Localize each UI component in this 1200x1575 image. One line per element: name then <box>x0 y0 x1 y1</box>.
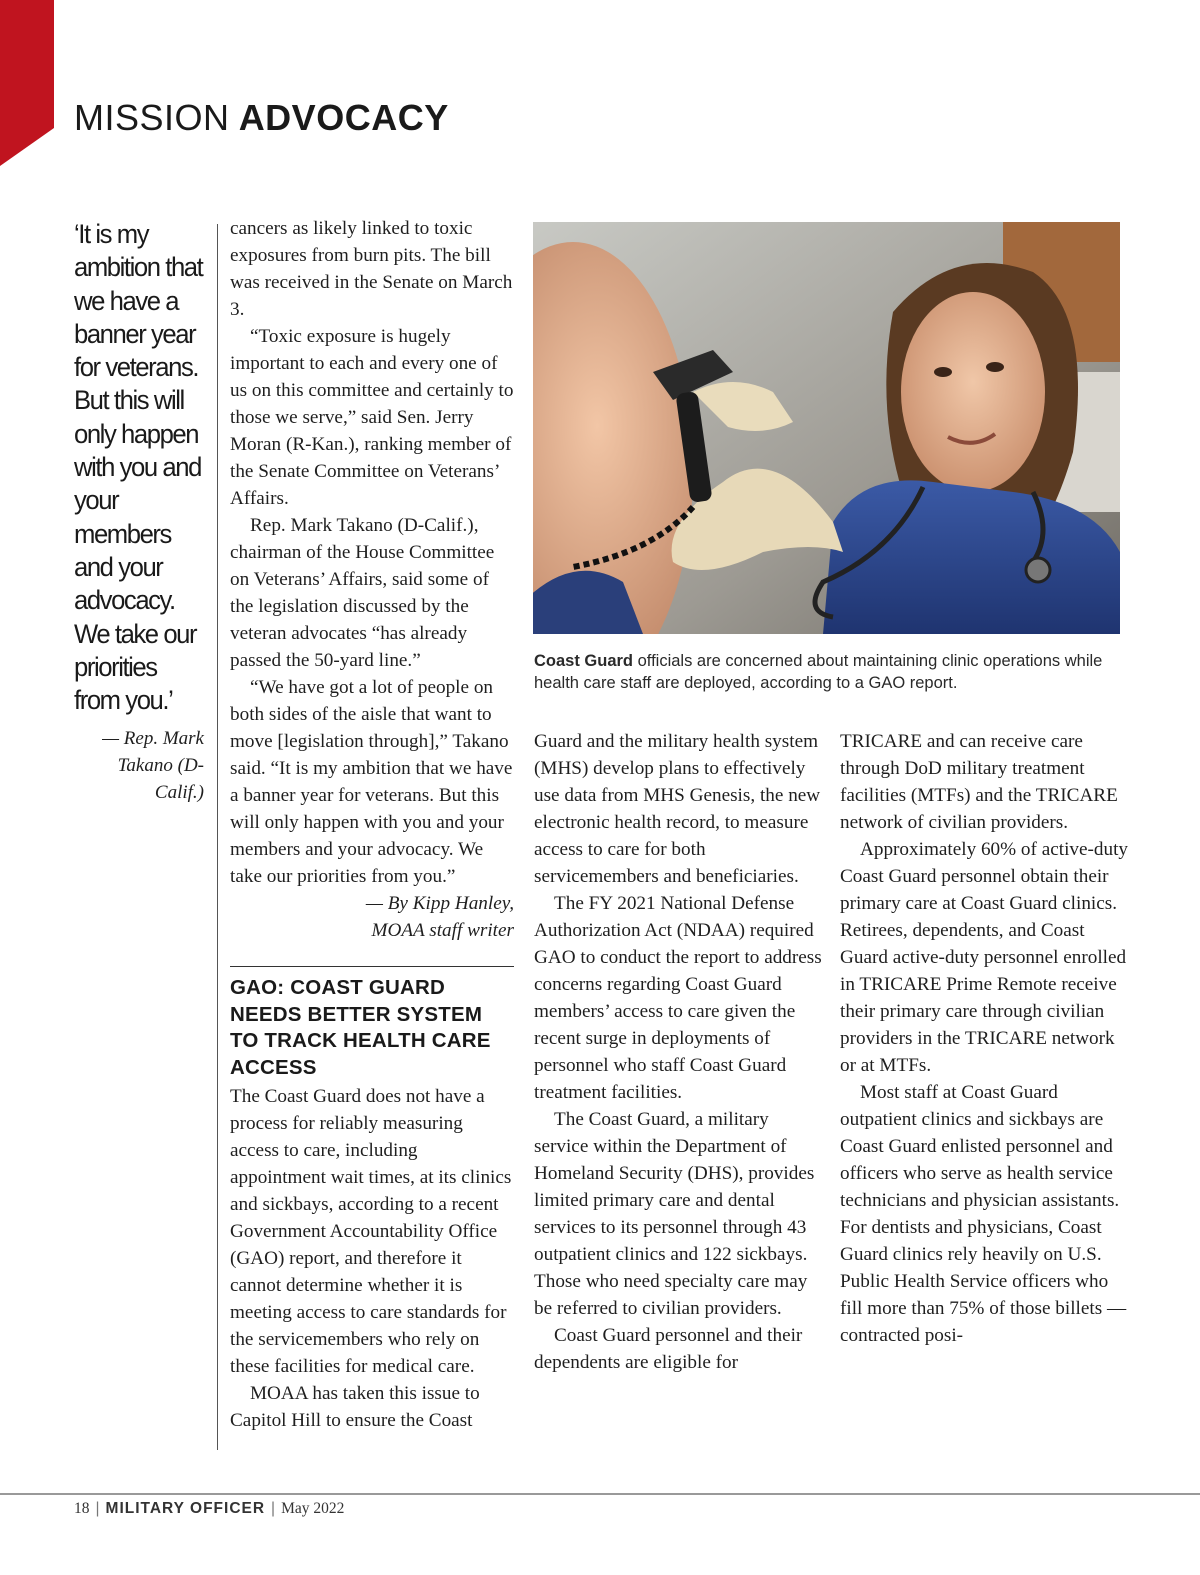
photo-caption-lead: Coast Guard <box>534 652 634 670</box>
story2-headline: GAO: COAST GUARD NEEDS BETTER SYSTEM TO TRACK HEALTH CARE ACCESS <box>230 976 491 1079</box>
column-divider <box>217 224 218 1450</box>
photo-caption-text: officials are concerned about maintaining clinic operations while health care staff are deployed, according to a GAO report. <box>534 652 1103 692</box>
issue-date: May 2022 <box>281 1500 345 1517</box>
story2-col2-paragraph-4: Coast Guard personnel and their dependents are eligible for <box>534 1325 803 1373</box>
story2-col3-paragraph-3: Most staff at Coast Guard outpatient clinics and sickbays are Coast Guard enlisted personnel and officers who serve as health service technicians and physician assistants. For dentists and physicians, Coast Guard clinics rely heavily on U.S. Public Health Service officers who fill more than 75% of those billets — contracted posi- <box>840 1082 1127 1346</box>
story2-col2-paragraph-1: Guard and the military health system (MHS) develop plans to effectively use data from MHS Genesis, the new electronic health record, to measure access to care for both servicemembers and beneficiaries. <box>534 731 821 887</box>
coast-guard-photo <box>533 222 1120 634</box>
section-heading-light: MISSION <box>74 97 230 138</box>
section-heading <box>74 96 449 140</box>
pull-quote <box>74 218 214 806</box>
story1-paragraph-3: Rep. Mark Takano (D-Calif.), chairman of the House Committee on Veterans’ Affairs, said some of the legislation discussed by the veteran advocates “has already passed the 50-yard line.” <box>230 515 495 671</box>
coast-guard-photo-image <box>533 222 1120 634</box>
story2-col2-paragraph-2: The FY 2021 National Defense Authorization Act (NDAA) required GAO to conduct the report to address concerns regarding Coast Guard members’ access to care given the recent surge in deployments of personnel who staff Coast Guard treatment facilities. <box>534 893 822 1103</box>
pull-quote-attribution: — Rep. Mark Takano (D-Calif.) <box>102 728 204 804</box>
story1-byline-author: — By Kipp Hanley, <box>365 893 514 914</box>
article-column-2 <box>534 728 824 1376</box>
footer-separator-2: | <box>271 1500 276 1517</box>
magazine-name: MILITARY OFFICER <box>105 1500 266 1517</box>
footer-rule <box>0 1493 1200 1495</box>
story2-col3-paragraph-1: TRICARE and can receive care through DoD military treatment facilities (MTFs) and the TRICARE network of civilian providers. <box>840 731 1118 833</box>
story2-col3-paragraph-2: Approximately 60% of active-duty Coast Guard personnel obtain their primary care at Coast Guard clinics. Retirees, dependents, and Coast Guard active-duty personnel enrolled in TRICARE Prime Remote receive their primary care through civilian providers in the TRICARE network or at MTFs. <box>840 839 1129 1076</box>
footer-separator-1: | <box>95 1500 100 1517</box>
page-footer <box>74 1496 344 1520</box>
photo-caption <box>534 650 1134 694</box>
story1-paragraph-1: cancers as likely linked to toxic exposures from burn pits. The bill was received in the Senate on March 3. <box>230 218 513 320</box>
story-divider <box>230 966 514 967</box>
article-column-1 <box>230 215 514 1434</box>
article-column-3 <box>840 728 1130 1349</box>
page-number: 18 <box>74 1500 90 1517</box>
story1-paragraph-4: “We have got a lot of people on both sides of the aisle that want to move [legislation through],” Takano said. “It is my ambition that we have a banner year for veterans. But this will only happen with you and your members and your advocacy. We take our priorities from you.” <box>230 677 513 887</box>
pull-quote-text: ‘It is my ambition that we have a banner year for veterans. But this will only happen with you and your members and your advocacy. We take our priorities from you.’ <box>74 219 203 716</box>
section-accent-tab <box>0 0 54 166</box>
story1-paragraph-2: “Toxic exposure is hugely important to each and every one of us on this committee and certainly to those we serve,” said Sen. Jerry Moran (R-Kan.), ranking member of the Senate Committee on Veterans’ Affairs. <box>230 326 514 509</box>
story2-col2-paragraph-3: The Coast Guard, a military service within the Department of Homeland Security (DHS), provides limited primary care and dental services to its personnel through 43 outpatient clinics and 122 sickbays. Those who need specialty care may be referred to civilian providers. <box>534 1109 815 1319</box>
story2-paragraph-2: MOAA has taken this issue to Capitol Hill to ensure the Coast <box>230 1383 480 1431</box>
story2-paragraph-1: The Coast Guard does not have a process for reliably measuring access to care, including appointment wait times, at its clinics and sickbays, according to a recent Government Accountability Office (GAO) report, and therefore it cannot determine whether it is meeting access to care standards for the servicemembers who rely on these facilities for medical care. <box>230 1086 512 1377</box>
story1-byline-role: MOAA staff writer <box>371 920 514 941</box>
section-heading-bold: ADVOCACY <box>238 97 449 138</box>
